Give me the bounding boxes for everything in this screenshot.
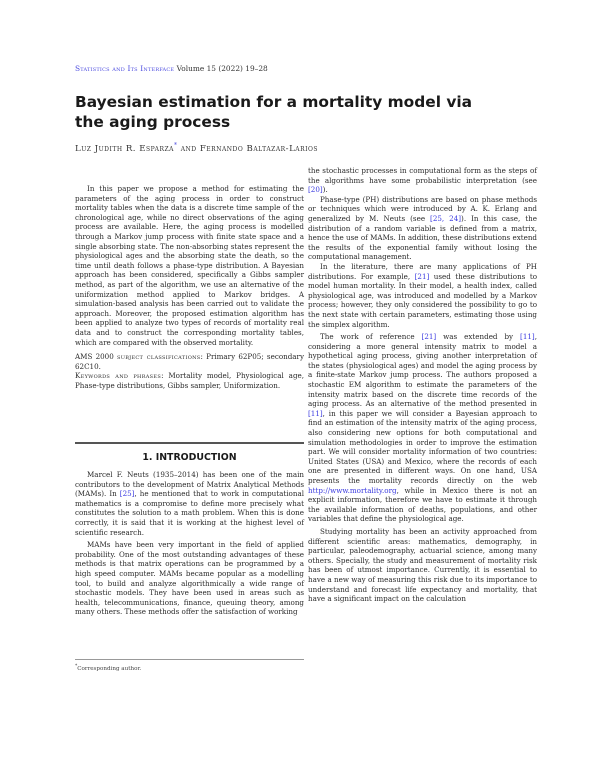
author-1: Luz Judith R. Esparza [75,143,174,154]
citation-link[interactable]: [11] [520,332,535,342]
author-separator: and [177,143,200,154]
citation-link[interactable]: [25] [119,489,135,499]
classifications-value: : Primary 62P05; secondary 62C10. [75,352,304,371]
subject-classifications: AMS 2000 subject classifications: Primary 62P05; secondary 62C10. [75,352,304,371]
journal-header [75,64,268,73]
abstract-text: In this paper we propose a method for estimating the parameters of the aging process in order to construct mortality tables when the data is a discrete time sample of the chronological age, while no direct observations of the aging process are available. Here, the aging process is modelled through a Markov jump process with finite state space and a single absorbing state. The non-absorbing states represent the physiological ages and the absorbing state the death, so the time until death follows a phase-type distribution. A Bayesian approach has been considered, specifically a Gibbs sampler method, as part of the algorithm, we use an alternative of the uniformization method applied to Markov bridges. A simulation-based analysis has been carried out to validate the approach. Moreover, the proposed estimation algorithm has been applied to analyze two types of records of mortality real data and to construct the corresponding mortality tables, which are compared with the observed mortality. [75,184,304,347]
author-list [75,142,318,154]
intro-paragraph-5: In the literature, there are many applications of PH distributions. For example, [21] used these distributions to model human mortality. In their model, a health index, called physiological age, was introduced and modelled by a Markov process; however, they only considered the possibility to go to the next state with certain parameters, estimating those using the simplex algorithm. [308,261,537,329]
footnote-text: Corresponding author. [77,665,142,672]
intro-paragraph-6: The work of reference [21] was extended by [11], considering a more general intensity matrix to model a hypothetical aging process, giving another interpretation of the states (physiological ages) and model the aging process by a finite-state Markov jump process. The authors proposed a stochastic EM algorithm to estimate the parameters of the intensity matrix based on the discrete time records of the aging process. As an alternative of the method presented in [11], in this paper we will consider a Bayesian approach to find an estimation of the intensity matrix of the aging process, also considering new options for both computational and simulation methodologies in order to improve the estimation part. We will consider mortality information of two countries: United States (USA) and Mexico, where the records of each one are presented in different ways. On one hand, USA presents the mortality records directly on the web http://www.mortality.org, while in Mexico there is not an explicit information, therefore we have to estimate it through the available information of deaths, populations, and other variables that define the physiological age. [308,332,537,524]
footnote-divider [75,659,304,660]
intro-paragraph-1: Marcel F. Neuts (1935–2014) has been one of the main contributors to the development of Matrix Analytical Methods (MAMs). In [25], he mentioned that to work in computational mathematics is a compromise to define more precisely what constitutes the solution to a math problem. When this is done correctly, it is said that it is working at the highest level of scientific research. [75,470,304,537]
keywords [75,371,304,390]
intro-left-column [75,470,304,617]
abstract-block [75,184,304,390]
section-heading-introduction: 1. INTRODUCTION [142,452,237,463]
keywords-label: Keywords and phrases [75,371,162,381]
citation-link[interactable]: [11] [308,408,323,418]
intro-paragraph-7: Studying mortality has been an activity approached from different scientific areas: mathematics, demography, in particular, paleodemography, actuarial science, among many others. Specially, the study and measurement of mortality risk has been of utmost importance. Currently, it is essential to have a new way of measuring this risk due to its importance to understand and forecast life expectancy and mortality, that have a significant impact on the calculation [308,526,537,604]
author-2: Fernando Baltazar-Larios [199,143,319,154]
corresponding-author-mark[interactable]: * [173,142,178,149]
citation-link[interactable]: [25, 24] [430,213,462,223]
intro-paragraph-3: the stochastic processes in computational form as the steps of the algorithms have some probabilistic interpretation (see [20]). [308,166,537,195]
classifications-label: subject classifications [116,352,201,362]
footnote-mark: * [75,664,78,669]
citation-link[interactable]: [21] [414,271,430,281]
keywords-value: : Mortality model, Physiological age, Phase-type distributions, Gibbs sampler, Uniformization. [75,371,305,390]
journal-name[interactable]: Statistics and Its Interface [75,64,175,73]
paper-title: Bayesian estimation for a mortality model via the aging process [75,93,473,131]
intro-paragraph-2: MAMs have been very important in the field of applied probability. One of the most outstanding advantages of these methods is that matrix operations can be programmed by a high speed computer. MAMs became popular as a modelling tool, to build and analyze algorithmically a wide range of stochastic models. They have been used in areas such as health, telecommunications, finance, queuing theory, among many others. These methods offer the satisfaction of working [75,540,304,617]
intro-right-column [308,166,537,604]
intro-paragraph-4: Phase-type (PH) distributions are based on phase methods or techniques which were introduced by A. K. Erlang and generalized by M. Neuts (see [25, 24]). In this case, the distribution of a random variable is defined from a matrix, hence the use of MAMs. In addition, these distributions extend the results of the exponential family without losing the computational management. [308,194,537,262]
citation-link[interactable]: [20] [308,185,323,195]
section-divider [75,442,304,444]
citation-link[interactable]: [21] [421,332,437,342]
mortality-org-link[interactable]: http://www.mortality.org [308,485,397,495]
volume-info: Volume 15 (2022) 19–28 [176,64,268,73]
footnote [75,664,141,672]
